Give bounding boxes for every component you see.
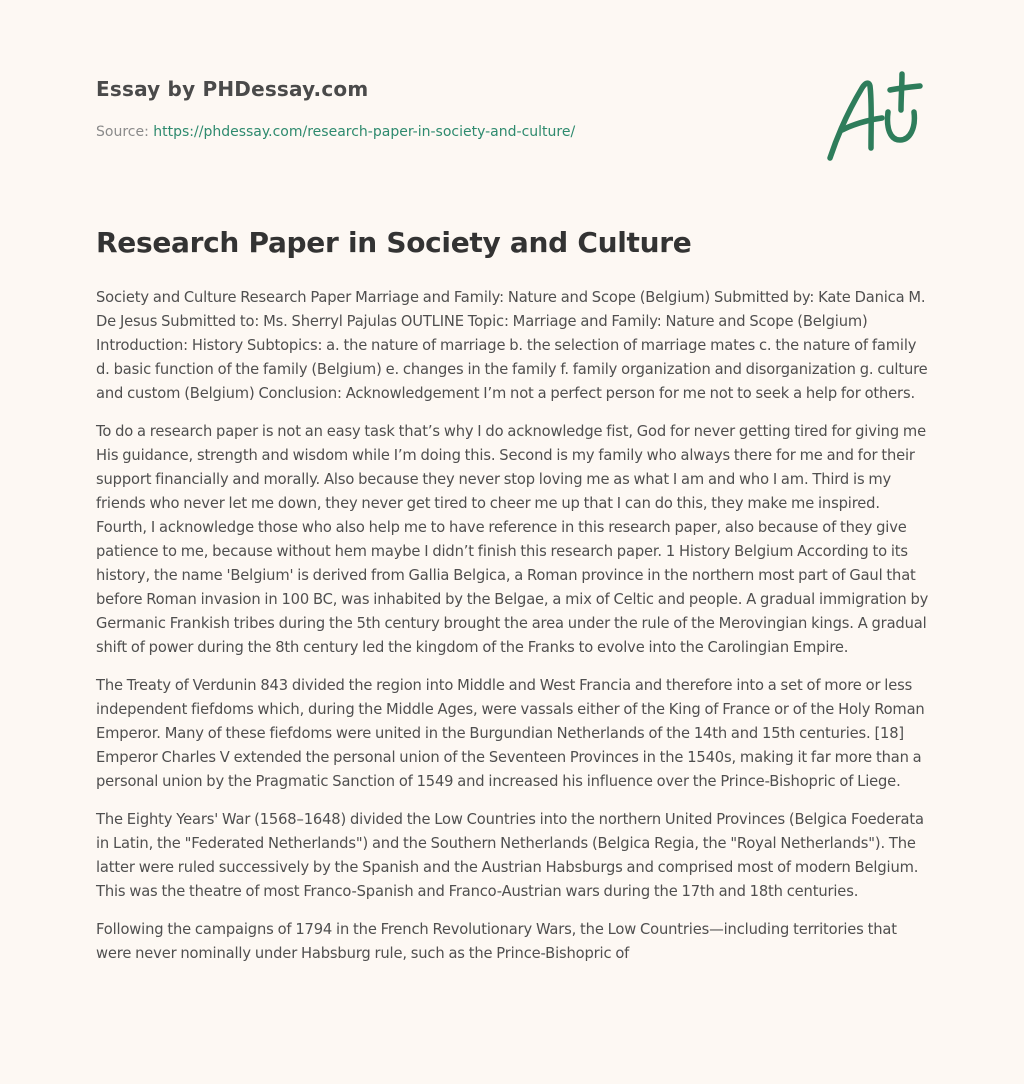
source-line	[96, 124, 575, 140]
paragraph: The Eighty Years' War (1568–1648) divided the Low Countries into the northern United Provinces (Belgica Foederata in Latin, the "Federated Netherlands") and the Southern Netherlands (Belgica Regia, the "Royal Netherlands"). The latter were ruled successively by the Spanish and the Austrian Habsburgs and comprised most of modern Belgium. This was the theatre of most Franco-Spanish and Franco-Austrian wars during the 17th and 18th centuries.	[96, 811, 924, 900]
site-title: Essay by PHDessay.com	[96, 77, 369, 101]
source-label: Source:	[96, 124, 154, 140]
paragraph: To do a research paper is not an easy task that’s why I do acknowledge fist, God for never getting tired for giving me His guidance, strength and wisdom while I’m doing this. Second is my family who always there for me and for their support financially and morally. Also because they never stop loving me as what I am and who I am. Third is my friends who never let me down, they never get tired to cheer me up that I can do this, they make me inspired. Fourth, I acknowledge those who also help me to have reference in this research paper, also because of they give patience to me, because without hem maybe I didn’t finish this research paper. 1 History Belgium According to its history, the name 'Belgium' is derived from Gallia Belgica, a Roman province in the northern most part of Gaul that before Roman invasion in 100 BC, was inhabited by the Belgae, a mix of Celtic and people. A gradual immigration by Germanic Frankish tribes during the 5th century brought the area under the rule of the Merovingian kings. A gradual shift of power during the 8th century led the kingdom of the Franks to evolve into the Carolingian Empire.	[96, 423, 929, 656]
paragraph: The Treaty of Verdunin 843 divided the region into Middle and West Francia and therefore into a set of more or less independent fiefdoms which, during the Middle Ages, were vassals either of the King of France or of the Holy Roman Emperor. Many of these fiefdoms were united in the Burgundian Netherlands of the 14th and 15th centuries. [18] Emperor Charles V extended the personal union of the Seventeen Provinces in the 1540s, making it far more than a personal union by the Pragmatic Sanction of 1549 and increased his influence over the Prince-Bishopric of Liege.	[96, 677, 925, 790]
document-body	[96, 286, 930, 980]
source-link[interactable]: https://phdessay.com/research-paper-in-society-and-culture/	[153, 124, 576, 140]
paragraph: Following the campaigns of 1794 in the French Revolutionary Wars, the Low Countries—including territories that were never nominally under Habsburg rule, such as the Prince-Bishopric of	[96, 921, 897, 962]
paragraph: Society and Culture Research Paper Marriage and Family: Nature and Scope (Belgium) Submitted by: Kate Danica M. De Jesus Submitted to: Ms. Sherryl Pajulas OUTLINE Topic: Marriage and Family: Nature and Scope (Belgium) Introduction: History Subtopics: a. the nature of marriage b. the selection of marriage mates c. the nature of family d. basic function of the family (Belgium) e. changes in the family f. family organization and disorganization g. culture and custom (Belgium) Conclusion: Acknowledgement I’m not a perfect person for me not to seek a help for others.	[96, 289, 928, 402]
a-plus-grade-logo-icon	[824, 68, 928, 164]
document-title: Research Paper in Society and Culture	[96, 226, 692, 259]
